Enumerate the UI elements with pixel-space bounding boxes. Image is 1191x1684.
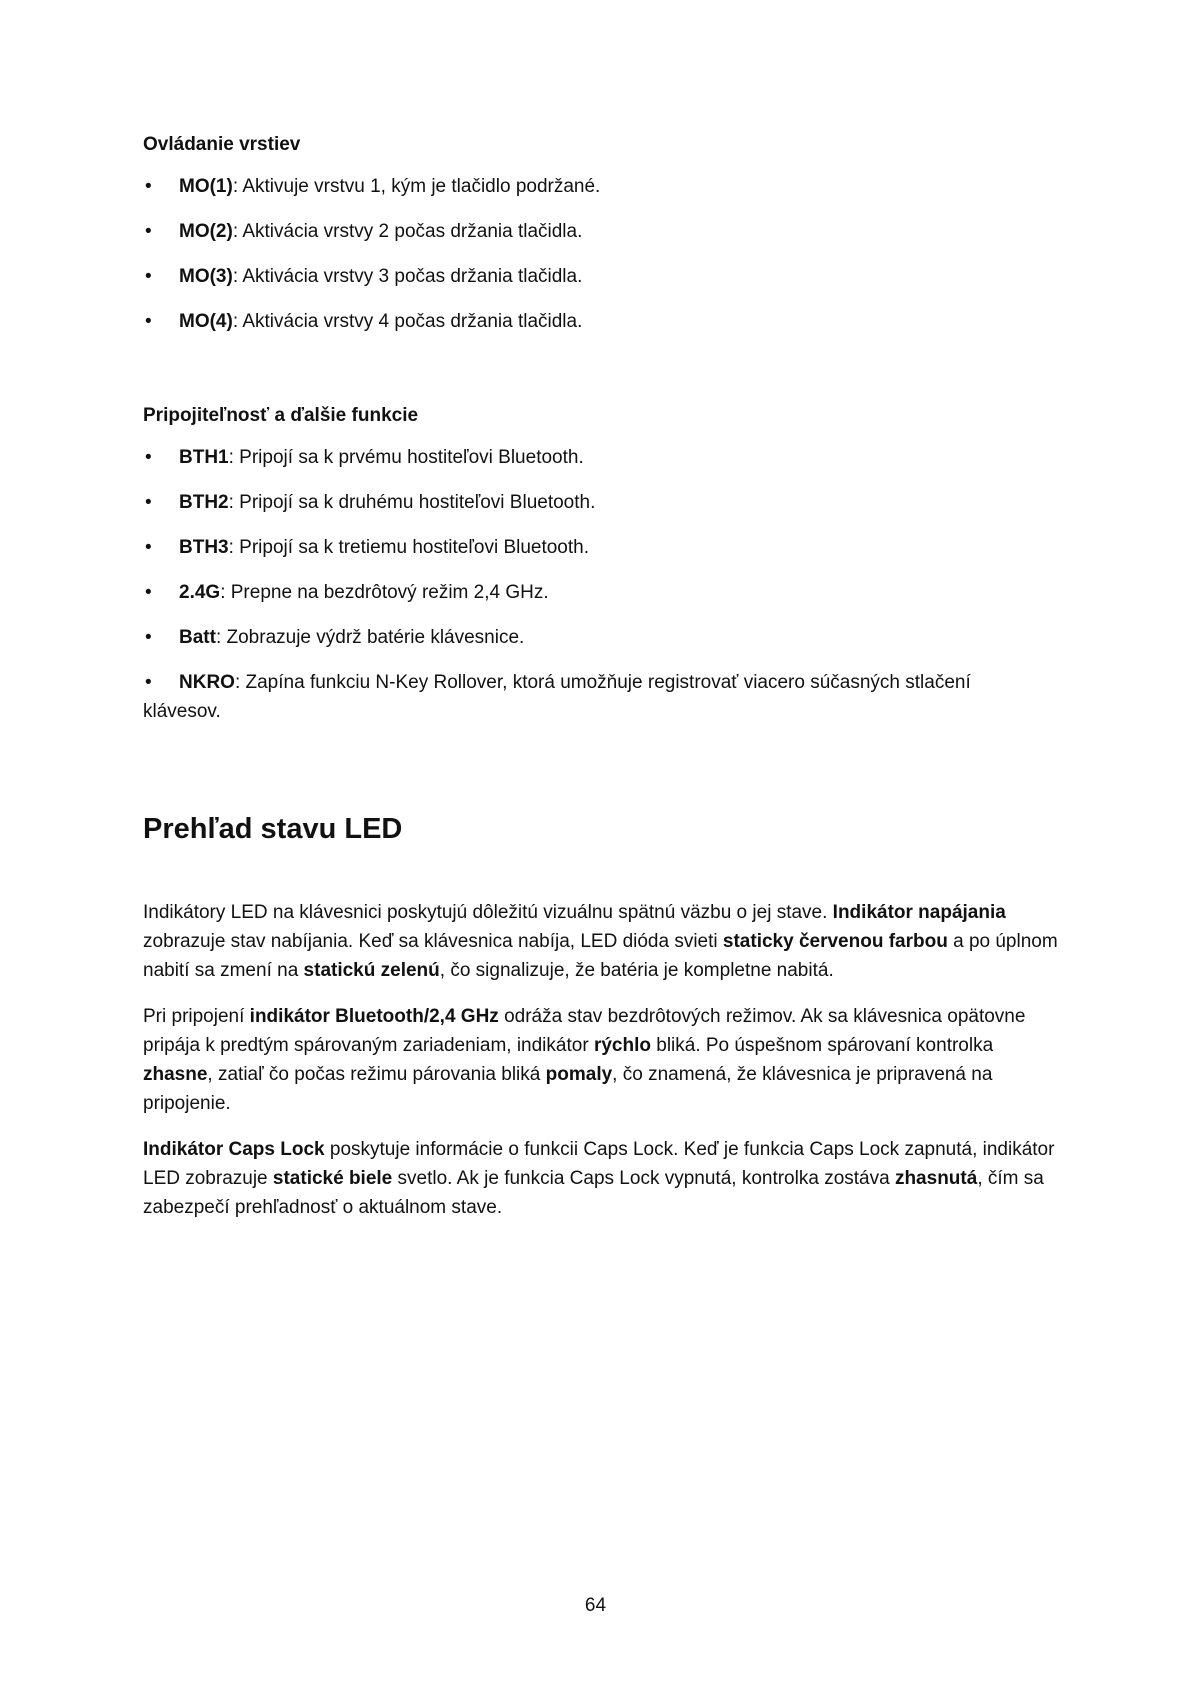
bullet-icon: • bbox=[145, 221, 152, 242]
item-text: : Zapína funkciu N-Key Rollover, ktorá umožňuje registrovať viacero súčasných stlačení klávesov. bbox=[143, 672, 971, 722]
bullet-icon: • bbox=[145, 627, 152, 648]
item-text: : Pripojí sa k prvému hostiteľovi Bluetooth. bbox=[228, 447, 584, 468]
text-run: Indikátory LED na klávesnici poskytujú dôležitú vizuálnu spätnú väzbu o jej stave. bbox=[143, 902, 833, 923]
list-item bbox=[143, 578, 1053, 607]
item-key: MO(1) bbox=[179, 176, 233, 197]
text-run: svetlo. Ak je funkcia Caps Lock vypnutá, kontrolka zostáva bbox=[392, 1168, 895, 1189]
bold-run: indikátor Bluetooth/2,4 GHz bbox=[249, 1006, 499, 1027]
list-item bbox=[143, 533, 1053, 562]
text-run: , zatiaľ čo počas režimu párovania bliká bbox=[207, 1064, 546, 1085]
connectivity-heading: Pripojiteľnosť a ďalšie funkcie bbox=[143, 405, 419, 426]
bullet-icon: • bbox=[145, 492, 152, 513]
item-key: BTH2 bbox=[179, 492, 229, 513]
led-paragraph-bluetooth bbox=[143, 1002, 1058, 1118]
item-key: MO(3) bbox=[179, 266, 233, 287]
text-run: odráža stav bezdrôtových režimov. Ak sa klávesnica opätovne pripája k predtým spárovaným zariadeniam, indikátor bbox=[143, 1006, 1026, 1056]
connectivity-list bbox=[143, 443, 1053, 742]
list-item bbox=[143, 488, 1053, 517]
item-text: : Prepne na bezdrôtový režim 2,4 GHz. bbox=[220, 582, 549, 603]
document-page bbox=[143, 0, 1063, 1684]
list-item bbox=[143, 172, 1053, 201]
text-run: bliká. Po úspešnom spárovaní kontrolka bbox=[650, 1035, 994, 1056]
item-text: : Aktivácia vrstvy 4 počas držania tlačidla. bbox=[232, 311, 583, 332]
layers-heading: Ovládanie vrstiev bbox=[143, 134, 301, 155]
text-run: zobrazuje stav nabíjania. Keď sa klávesnica nabíja, LED dióda svieti bbox=[143, 931, 723, 952]
item-text: : Pripojí sa k druhému hostiteľovi Bluetooth. bbox=[228, 492, 596, 513]
led-paragraph-capslock bbox=[143, 1135, 1058, 1222]
text-run: a po úplnom nabití sa zmení na bbox=[143, 931, 1058, 981]
text-run: , čo signalizuje, že batéria je kompletne nabitá. bbox=[439, 960, 834, 981]
bold-run: zhasnutá bbox=[894, 1168, 978, 1189]
list-item bbox=[143, 262, 1053, 291]
item-text: : Aktivuje vrstvu 1, kým je tlačidlo podržané. bbox=[232, 176, 601, 197]
section-title: Prehľad stavu LED bbox=[143, 813, 403, 845]
list-item bbox=[143, 668, 1053, 726]
text-run: , čím sa zabezpečí prehľadnosť o aktuálnom stave. bbox=[143, 1168, 1044, 1218]
item-key: 2.4G bbox=[179, 582, 221, 603]
item-key: BTH3 bbox=[179, 537, 229, 558]
bullet-icon: • bbox=[145, 266, 152, 287]
bullet-icon: • bbox=[145, 311, 152, 332]
bullet-icon: • bbox=[145, 672, 152, 693]
bold-run: pomaly bbox=[545, 1064, 613, 1085]
bold-run: staticky červenou farbou bbox=[722, 931, 948, 952]
bold-run: Indikátor Caps Lock bbox=[143, 1139, 325, 1160]
item-text: : Zobrazuje výdrž batérie klávesnice. bbox=[215, 627, 525, 648]
item-text: : Aktivácia vrstvy 2 počas držania tlačidla. bbox=[232, 221, 583, 242]
bold-run: Indikátor napájania bbox=[832, 902, 1006, 923]
bullet-icon: • bbox=[145, 176, 152, 197]
text-run: , čo znamená, že klávesnica je pripravená na pripojenie. bbox=[143, 1064, 993, 1114]
bold-run: rýchlo bbox=[593, 1035, 651, 1056]
bullet-icon: • bbox=[145, 582, 152, 603]
bold-run: zhasne bbox=[143, 1064, 208, 1085]
item-text: : Aktivácia vrstvy 3 počas držania tlačidla. bbox=[232, 266, 583, 287]
bullet-icon: • bbox=[145, 537, 152, 558]
item-key: NKRO bbox=[179, 672, 235, 693]
layers-list bbox=[143, 172, 1053, 352]
text-run: poskytuje informácie o funkcii Caps Lock. Keď je funkcia Caps Lock zapnutá, indikátor LED zobrazuje bbox=[143, 1139, 1055, 1189]
item-key: MO(4) bbox=[179, 311, 233, 332]
text-run: Pri pripojení bbox=[143, 1006, 250, 1027]
page-number: 64 bbox=[584, 1595, 607, 1616]
bullet-icon: • bbox=[145, 447, 152, 468]
item-key: MO(2) bbox=[179, 221, 233, 242]
item-key: BTH1 bbox=[179, 447, 229, 468]
list-item bbox=[143, 623, 1053, 652]
bold-run: statické biele bbox=[272, 1168, 393, 1189]
list-item bbox=[143, 217, 1053, 246]
item-key: Batt bbox=[179, 627, 216, 648]
bold-run: statickú zelenú bbox=[303, 960, 440, 981]
list-item bbox=[143, 443, 1053, 472]
list-item bbox=[143, 307, 1053, 336]
led-paragraph-power bbox=[143, 898, 1058, 985]
item-text: : Pripojí sa k tretiemu hostiteľovi Bluetooth. bbox=[228, 537, 590, 558]
